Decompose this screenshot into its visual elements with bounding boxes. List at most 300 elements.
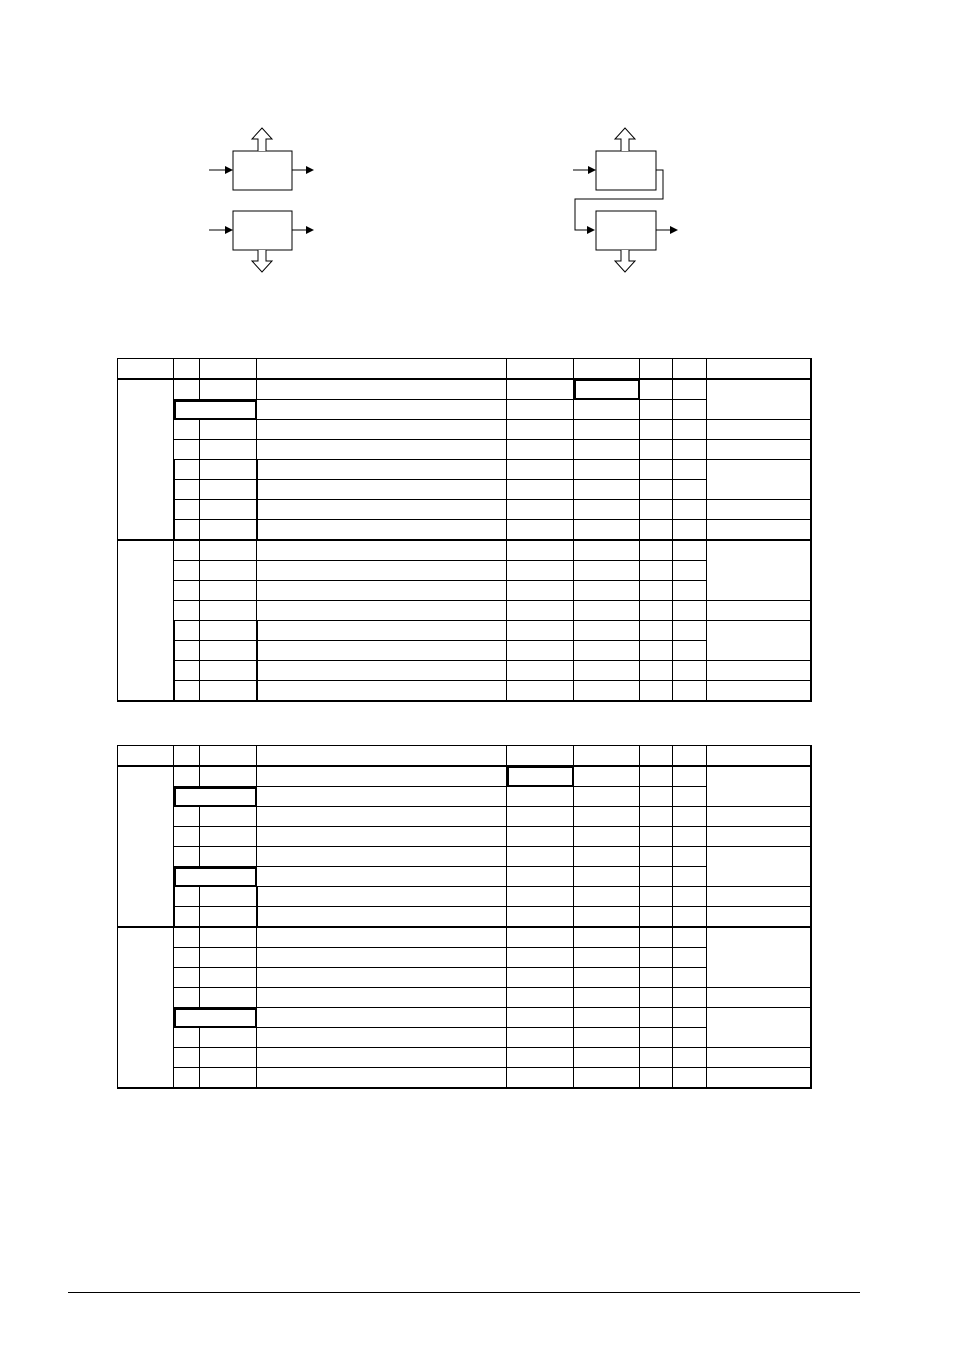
table-row xyxy=(118,927,811,948)
cell xyxy=(174,581,200,601)
cell xyxy=(257,948,507,968)
cell xyxy=(673,927,707,948)
cell xyxy=(200,440,257,460)
cell xyxy=(200,766,257,787)
table-row xyxy=(118,440,811,460)
cell xyxy=(257,440,507,460)
cell xyxy=(707,661,811,681)
cell xyxy=(707,500,811,520)
cell xyxy=(640,379,673,400)
cell xyxy=(707,887,811,907)
cell xyxy=(200,460,257,480)
cell xyxy=(574,681,640,702)
cell xyxy=(507,661,574,681)
cell xyxy=(174,847,200,867)
cell xyxy=(174,440,200,460)
cell xyxy=(200,379,257,400)
cell xyxy=(673,827,707,847)
cell xyxy=(174,887,200,907)
merged-cell xyxy=(707,847,811,887)
cell xyxy=(574,400,640,420)
cell xyxy=(507,420,574,440)
cell xyxy=(174,460,200,480)
header-cell xyxy=(118,746,174,767)
left-bottom-block xyxy=(233,211,292,250)
cell xyxy=(174,480,200,500)
cell xyxy=(507,1048,574,1068)
left-up-hollow-arrow xyxy=(252,128,272,151)
cell xyxy=(707,520,811,541)
cell xyxy=(257,787,507,807)
cell xyxy=(640,787,673,807)
cell xyxy=(640,681,673,702)
cell xyxy=(507,948,574,968)
cell xyxy=(640,907,673,928)
cell xyxy=(673,681,707,702)
cell xyxy=(673,601,707,621)
cell xyxy=(174,661,200,681)
cell xyxy=(673,887,707,907)
table-row xyxy=(118,379,811,400)
cell xyxy=(200,988,257,1008)
cell xyxy=(200,847,257,867)
highlighted-cell xyxy=(174,787,257,807)
cell xyxy=(673,807,707,827)
merged-cell xyxy=(707,540,811,601)
cell xyxy=(574,601,640,621)
highlighted-cell xyxy=(174,1008,257,1028)
header-cell xyxy=(200,359,257,380)
cell xyxy=(507,561,574,581)
cell xyxy=(174,807,200,827)
table-row xyxy=(118,988,811,1008)
group-cell xyxy=(118,927,174,1088)
cell xyxy=(257,661,507,681)
left-down-hollow-arrow xyxy=(252,250,272,272)
cell xyxy=(507,968,574,988)
cell xyxy=(507,807,574,827)
cell xyxy=(507,847,574,867)
cell xyxy=(257,400,507,420)
group-cell xyxy=(118,540,174,701)
cell xyxy=(673,948,707,968)
cell xyxy=(640,887,673,907)
cell xyxy=(574,807,640,827)
cell xyxy=(707,807,811,827)
cell xyxy=(507,621,574,641)
cell xyxy=(574,988,640,1008)
cell xyxy=(507,601,574,621)
cell xyxy=(257,807,507,827)
cell xyxy=(640,766,673,787)
cell xyxy=(640,1048,673,1068)
cell xyxy=(574,1008,640,1028)
highlighted-cell xyxy=(574,379,640,400)
merged-cell xyxy=(707,766,811,807)
cell xyxy=(707,827,811,847)
cell xyxy=(507,480,574,500)
cell xyxy=(707,1048,811,1068)
cell xyxy=(673,1008,707,1028)
table-row xyxy=(118,847,811,867)
cell xyxy=(574,948,640,968)
cell xyxy=(574,621,640,641)
cell xyxy=(507,927,574,948)
cell xyxy=(673,400,707,420)
cell xyxy=(640,540,673,561)
cell xyxy=(574,561,640,581)
header-cell xyxy=(673,746,707,767)
header-cell xyxy=(574,746,640,767)
right-top-block xyxy=(596,151,656,190)
cell xyxy=(257,968,507,988)
cell xyxy=(200,581,257,601)
cell xyxy=(174,601,200,621)
header-cell xyxy=(640,746,673,767)
cell xyxy=(257,520,507,541)
cell xyxy=(574,460,640,480)
merged-cell xyxy=(707,621,811,661)
cell xyxy=(574,887,640,907)
cell xyxy=(174,681,200,702)
cell xyxy=(673,641,707,661)
table-row xyxy=(118,1068,811,1089)
merged-cell xyxy=(707,1008,811,1048)
cell xyxy=(640,968,673,988)
cell xyxy=(640,480,673,500)
cell xyxy=(257,1008,507,1028)
cell xyxy=(257,460,507,480)
table-row xyxy=(118,460,811,480)
header-cell xyxy=(673,359,707,380)
cell xyxy=(640,561,673,581)
cell xyxy=(640,827,673,847)
cell xyxy=(707,1068,811,1089)
cell xyxy=(574,787,640,807)
cell xyxy=(257,379,507,400)
cell xyxy=(257,827,507,847)
cell xyxy=(200,420,257,440)
cell xyxy=(507,400,574,420)
cell xyxy=(673,787,707,807)
cell xyxy=(507,1028,574,1048)
cell xyxy=(574,420,640,440)
cell xyxy=(574,1068,640,1089)
table-row xyxy=(118,661,811,681)
cell xyxy=(200,887,257,907)
highlighted-cell xyxy=(174,867,257,887)
cell xyxy=(507,867,574,887)
cell xyxy=(574,440,640,460)
right-diagram xyxy=(573,128,677,272)
table-row xyxy=(118,907,811,928)
cell xyxy=(507,500,574,520)
cell xyxy=(257,887,507,907)
highlighted-cell xyxy=(507,766,574,787)
cell xyxy=(200,827,257,847)
cell xyxy=(200,1048,257,1068)
cell xyxy=(574,927,640,948)
cell xyxy=(673,500,707,520)
cell xyxy=(200,480,257,500)
header-cell xyxy=(174,359,200,380)
right-bottom-block xyxy=(596,211,656,250)
cell xyxy=(257,927,507,948)
cell xyxy=(507,460,574,480)
cell xyxy=(257,480,507,500)
header-cell xyxy=(174,746,200,767)
cell xyxy=(574,480,640,500)
table-row xyxy=(118,540,811,561)
cell xyxy=(673,661,707,681)
header-cell xyxy=(118,359,174,380)
cell xyxy=(507,641,574,661)
cell xyxy=(574,581,640,601)
cell xyxy=(673,766,707,787)
cell xyxy=(707,420,811,440)
cell xyxy=(507,581,574,601)
cell xyxy=(640,847,673,867)
cell xyxy=(257,621,507,641)
cell xyxy=(257,867,507,887)
register-table-1 xyxy=(117,358,812,702)
cell xyxy=(640,988,673,1008)
group-cell xyxy=(118,379,174,540)
cell xyxy=(574,540,640,561)
cell xyxy=(200,561,257,581)
cell xyxy=(174,420,200,440)
cell xyxy=(200,927,257,948)
cell xyxy=(673,847,707,867)
header-cell xyxy=(707,359,811,380)
cell xyxy=(673,480,707,500)
cell xyxy=(174,968,200,988)
cell xyxy=(257,847,507,867)
cell xyxy=(707,988,811,1008)
table-row xyxy=(118,887,811,907)
left-top-block xyxy=(233,151,292,190)
cell xyxy=(174,379,200,400)
block-diagrams xyxy=(0,0,954,300)
cell xyxy=(574,867,640,887)
cell xyxy=(174,520,200,541)
cell xyxy=(673,440,707,460)
cell xyxy=(640,601,673,621)
cell xyxy=(507,827,574,847)
table-row xyxy=(118,420,811,440)
cell xyxy=(640,400,673,420)
cell xyxy=(574,500,640,520)
header-cell xyxy=(507,746,574,767)
cell xyxy=(174,827,200,847)
cell xyxy=(507,540,574,561)
cell xyxy=(640,867,673,887)
cell xyxy=(174,500,200,520)
cell xyxy=(174,948,200,968)
cell xyxy=(507,379,574,400)
cell xyxy=(507,1008,574,1028)
cell xyxy=(200,540,257,561)
cell xyxy=(507,887,574,907)
cell xyxy=(174,540,200,561)
cell xyxy=(507,440,574,460)
table-row xyxy=(118,601,811,621)
cell xyxy=(640,621,673,641)
cell xyxy=(257,641,507,661)
cell xyxy=(640,641,673,661)
cell xyxy=(673,968,707,988)
cell xyxy=(200,520,257,541)
cell xyxy=(174,927,200,948)
cell xyxy=(707,907,811,928)
group-cell xyxy=(118,766,174,927)
table-row xyxy=(118,500,811,520)
cell xyxy=(673,1048,707,1068)
cell xyxy=(673,540,707,561)
cell xyxy=(257,1048,507,1068)
cell xyxy=(640,581,673,601)
table-row xyxy=(118,1008,811,1028)
merged-cell xyxy=(707,927,811,988)
cell xyxy=(200,601,257,621)
cell xyxy=(640,948,673,968)
cell xyxy=(507,681,574,702)
cell xyxy=(640,1028,673,1048)
cell xyxy=(257,1068,507,1089)
cell xyxy=(640,927,673,948)
cell xyxy=(640,520,673,541)
cell xyxy=(673,907,707,928)
header-cell xyxy=(200,746,257,767)
cell xyxy=(174,766,200,787)
cell xyxy=(673,520,707,541)
table-row xyxy=(118,681,811,702)
cell xyxy=(200,807,257,827)
cell xyxy=(507,1068,574,1089)
cell xyxy=(507,520,574,541)
cell xyxy=(574,1048,640,1068)
header-cell xyxy=(257,359,507,380)
cell xyxy=(574,766,640,787)
cell xyxy=(174,988,200,1008)
cell xyxy=(640,420,673,440)
table-row xyxy=(118,520,811,541)
cell xyxy=(673,621,707,641)
cell xyxy=(507,787,574,807)
table-row xyxy=(118,807,811,827)
cell xyxy=(200,681,257,702)
table-header-row xyxy=(118,746,811,767)
cell xyxy=(673,581,707,601)
cell xyxy=(257,561,507,581)
footer-divider xyxy=(68,1292,860,1293)
cell xyxy=(200,621,257,641)
cell xyxy=(257,420,507,440)
cell xyxy=(200,1068,257,1089)
cell xyxy=(257,681,507,702)
cell xyxy=(200,1028,257,1048)
cell xyxy=(507,988,574,1008)
cell xyxy=(574,1028,640,1048)
cell xyxy=(174,907,200,928)
cell xyxy=(673,379,707,400)
cell xyxy=(174,561,200,581)
cell xyxy=(673,1028,707,1048)
table-row xyxy=(118,1048,811,1068)
cell xyxy=(574,968,640,988)
header-cell xyxy=(640,359,673,380)
cell xyxy=(174,1068,200,1089)
cell xyxy=(257,907,507,928)
cell xyxy=(174,1028,200,1048)
cell xyxy=(640,500,673,520)
cell xyxy=(640,440,673,460)
cell xyxy=(574,641,640,661)
table-header-row xyxy=(118,359,811,380)
cell xyxy=(673,1068,707,1089)
cell xyxy=(707,681,811,702)
cell xyxy=(257,601,507,621)
cell xyxy=(640,807,673,827)
cell xyxy=(640,1068,673,1089)
cell xyxy=(574,907,640,928)
merged-cell xyxy=(707,379,811,420)
cell xyxy=(257,766,507,787)
right-up-hollow-arrow xyxy=(615,128,635,151)
cell xyxy=(257,581,507,601)
header-cell xyxy=(707,746,811,767)
cell xyxy=(673,867,707,887)
cell xyxy=(574,847,640,867)
cell xyxy=(574,827,640,847)
cell xyxy=(640,460,673,480)
cell xyxy=(200,948,257,968)
cell xyxy=(707,440,811,460)
cell xyxy=(257,988,507,1008)
cell xyxy=(200,968,257,988)
table-row xyxy=(118,621,811,641)
left-diagram xyxy=(209,128,313,272)
header-cell xyxy=(257,746,507,767)
cell xyxy=(200,641,257,661)
cell xyxy=(257,500,507,520)
cell xyxy=(257,540,507,561)
right-down-hollow-arrow xyxy=(615,250,635,272)
cell xyxy=(707,601,811,621)
cell xyxy=(174,1048,200,1068)
table-row xyxy=(118,766,811,787)
cell xyxy=(574,520,640,541)
cell xyxy=(640,1008,673,1028)
merged-cell xyxy=(707,460,811,500)
cell xyxy=(574,661,640,681)
cell xyxy=(673,460,707,480)
cell xyxy=(640,661,673,681)
cell xyxy=(200,907,257,928)
cell xyxy=(174,641,200,661)
cell xyxy=(174,621,200,641)
cell xyxy=(200,500,257,520)
cell xyxy=(257,1028,507,1048)
highlighted-cell xyxy=(174,400,257,420)
register-table-2 xyxy=(117,745,812,1089)
cell xyxy=(673,988,707,1008)
cell xyxy=(673,420,707,440)
cell xyxy=(507,907,574,928)
header-cell xyxy=(574,359,640,380)
cell xyxy=(673,561,707,581)
cell xyxy=(200,661,257,681)
